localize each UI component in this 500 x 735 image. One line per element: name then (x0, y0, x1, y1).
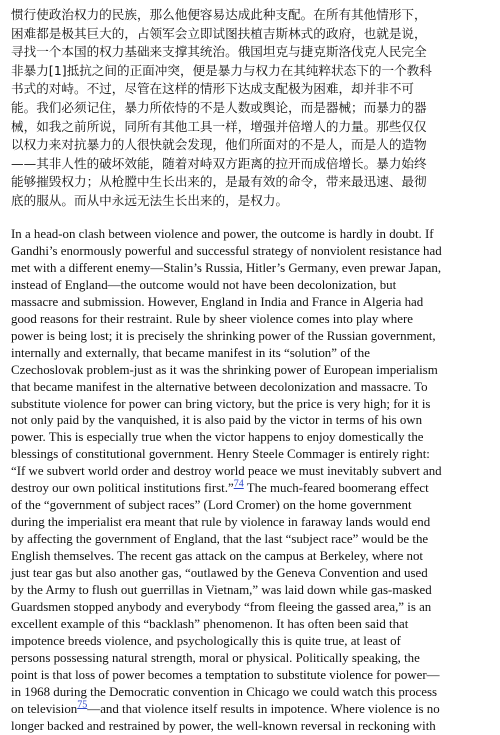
text-line: Gandhi’s enormously powerful and successful strategy of nonviolent resistance had (11, 243, 442, 258)
text-line: substitute violence for power can bring victory, but the price is very high; for it is (11, 396, 431, 411)
text-line: power. This is especially true when the victor happens to enjoy domestically the (11, 430, 424, 445)
text-line: blessings of constitutional government. Henry Steele Commager is entirely right: (11, 447, 430, 462)
text-line: English themselves. The recent gas attack on the campus at Berkeley, where not (11, 549, 424, 564)
text-line: 以权力来对抗暴力的人很快就会发现，他们所面对的不是人，而是人的造物 (11, 137, 427, 153)
text-line: 能够摧毁权力；从枪膛中生长出来的，是最有效的命令，带来最迅速、最彻 (11, 174, 427, 190)
text-line: 械，如我之前所说，同所有其他工具一样，增强并倍增人的力量。那些仅仅 (11, 118, 427, 134)
text-line: met with a different enemy—Stalin’s Russia, Hitler’s Germany, even prewar Japan, (11, 260, 442, 275)
text-line: massacre and submission. However, England in India and France in Algeria had (11, 294, 424, 309)
text-line: Czechoslovak problem-just as it was the shrinking power of European imperialism (11, 362, 438, 377)
text-segment: destroy our own political institutions first.” (11, 481, 234, 496)
text-line: 惯行使政治权力的民族，那么他便容易达成此种支配。在所有其他情形下， (11, 7, 427, 22)
text-line: that became manifest in the alternative between decolonization and massacre. To (11, 379, 428, 394)
text-line: 寻找一个本国的权力基础来支撑其统治。俄国坦克与捷克斯洛伐克人民完全 (11, 44, 427, 60)
text-line: internally and externally, that became manifest in its “solution” of the (11, 345, 370, 360)
text-line: point is that loss of power becomes a temptation to substitute violence for power— (11, 667, 440, 682)
text-line: “If we subvert world order and destroy world peace we must inevitably subvert and (11, 464, 442, 479)
text-line: Guardsmen stopped anybody and everybody “from fleeing the gassed area,” is an (11, 599, 432, 614)
text-line: instead of England—the outcome would not have been decolonization, but (11, 277, 397, 292)
text-line: impotence breeds violence, and psychologically this is quite true, at least of (11, 633, 401, 648)
text-line: by the Army to flush out guerrillas in Vietnam,” was laid down while gas-masked (11, 583, 432, 598)
text-line: persons possessing natural strength, moral or physical. Politically speaking, the (11, 650, 420, 665)
text-line: not only paid by the vanquished, it is also paid by the victor in terms of his own (11, 413, 423, 428)
text-line: In a head-on clash between violence and power, the outcome is hardly in doubt. If (11, 227, 434, 241)
text-line: during the imperialist era meant that rule by violence in faraway lands would end (11, 515, 431, 530)
text-line: of the “government of subject races” (Lord Cromer) on the home government (11, 498, 412, 513)
text-line: power is being lost; it is precisely the shrinking power of the Russian government, (11, 328, 436, 343)
footnote-link-75[interactable]: 75 (77, 699, 88, 711)
text-line: longer backed and restrained by power, the well-known reversal in reckoning with (11, 718, 436, 733)
text-line: 非暴力[1]抵抗之间的正面冲突，便是暴力与权力在其纯粹状态下的一个教科 (11, 62, 432, 78)
footnote-link-74[interactable]: 74 (233, 479, 244, 490)
text-segment: The much-feared boomerang effect (243, 481, 429, 496)
text-line: good reasons for their restraint. Rule by sheer violence comes into play where (11, 311, 413, 326)
text-line: by affecting the government of England, that the last “subject race” would be the (11, 532, 429, 547)
text-segment: on television (11, 701, 78, 716)
text-line: ——其非人性的破坏效能，随着对峙双方距离的拉开而成倍增长。暴力始终 (11, 155, 427, 171)
text-line: in 1968 during the Democratic convention in Chicago we could watch this process (11, 684, 438, 699)
text-line: 书式的对峙。不过，尽管在这样的情形下达成支配极为困难，却并非不可 (11, 81, 414, 97)
chinese-translation-paragraph (11, 6, 489, 211)
text-line: 能。我们必须记住，暴力所依恃的不是人数或舆论，而是器械；而暴力的器 (11, 99, 427, 115)
text-line-with-footnote (11, 480, 491, 497)
english-original-paragraph (11, 226, 491, 735)
text-line: excellent example of this “backlash” phenomenon. It has often been said that (11, 616, 409, 631)
text-line: 困难都是极其巨大的，占领军会立即试图扶植吉斯林式的政府，也就是说， (11, 25, 427, 41)
text-segment: —and that violence itself results in impotence. Where violence is no (87, 701, 440, 716)
text-line: just tear gas but also another gas, “outlawed by the Geneva Convention and used (11, 566, 428, 581)
text-line: 底的服从。而从中永远无法生长出来的，是权力。 (11, 192, 289, 208)
text-line-with-footnote (11, 701, 491, 718)
